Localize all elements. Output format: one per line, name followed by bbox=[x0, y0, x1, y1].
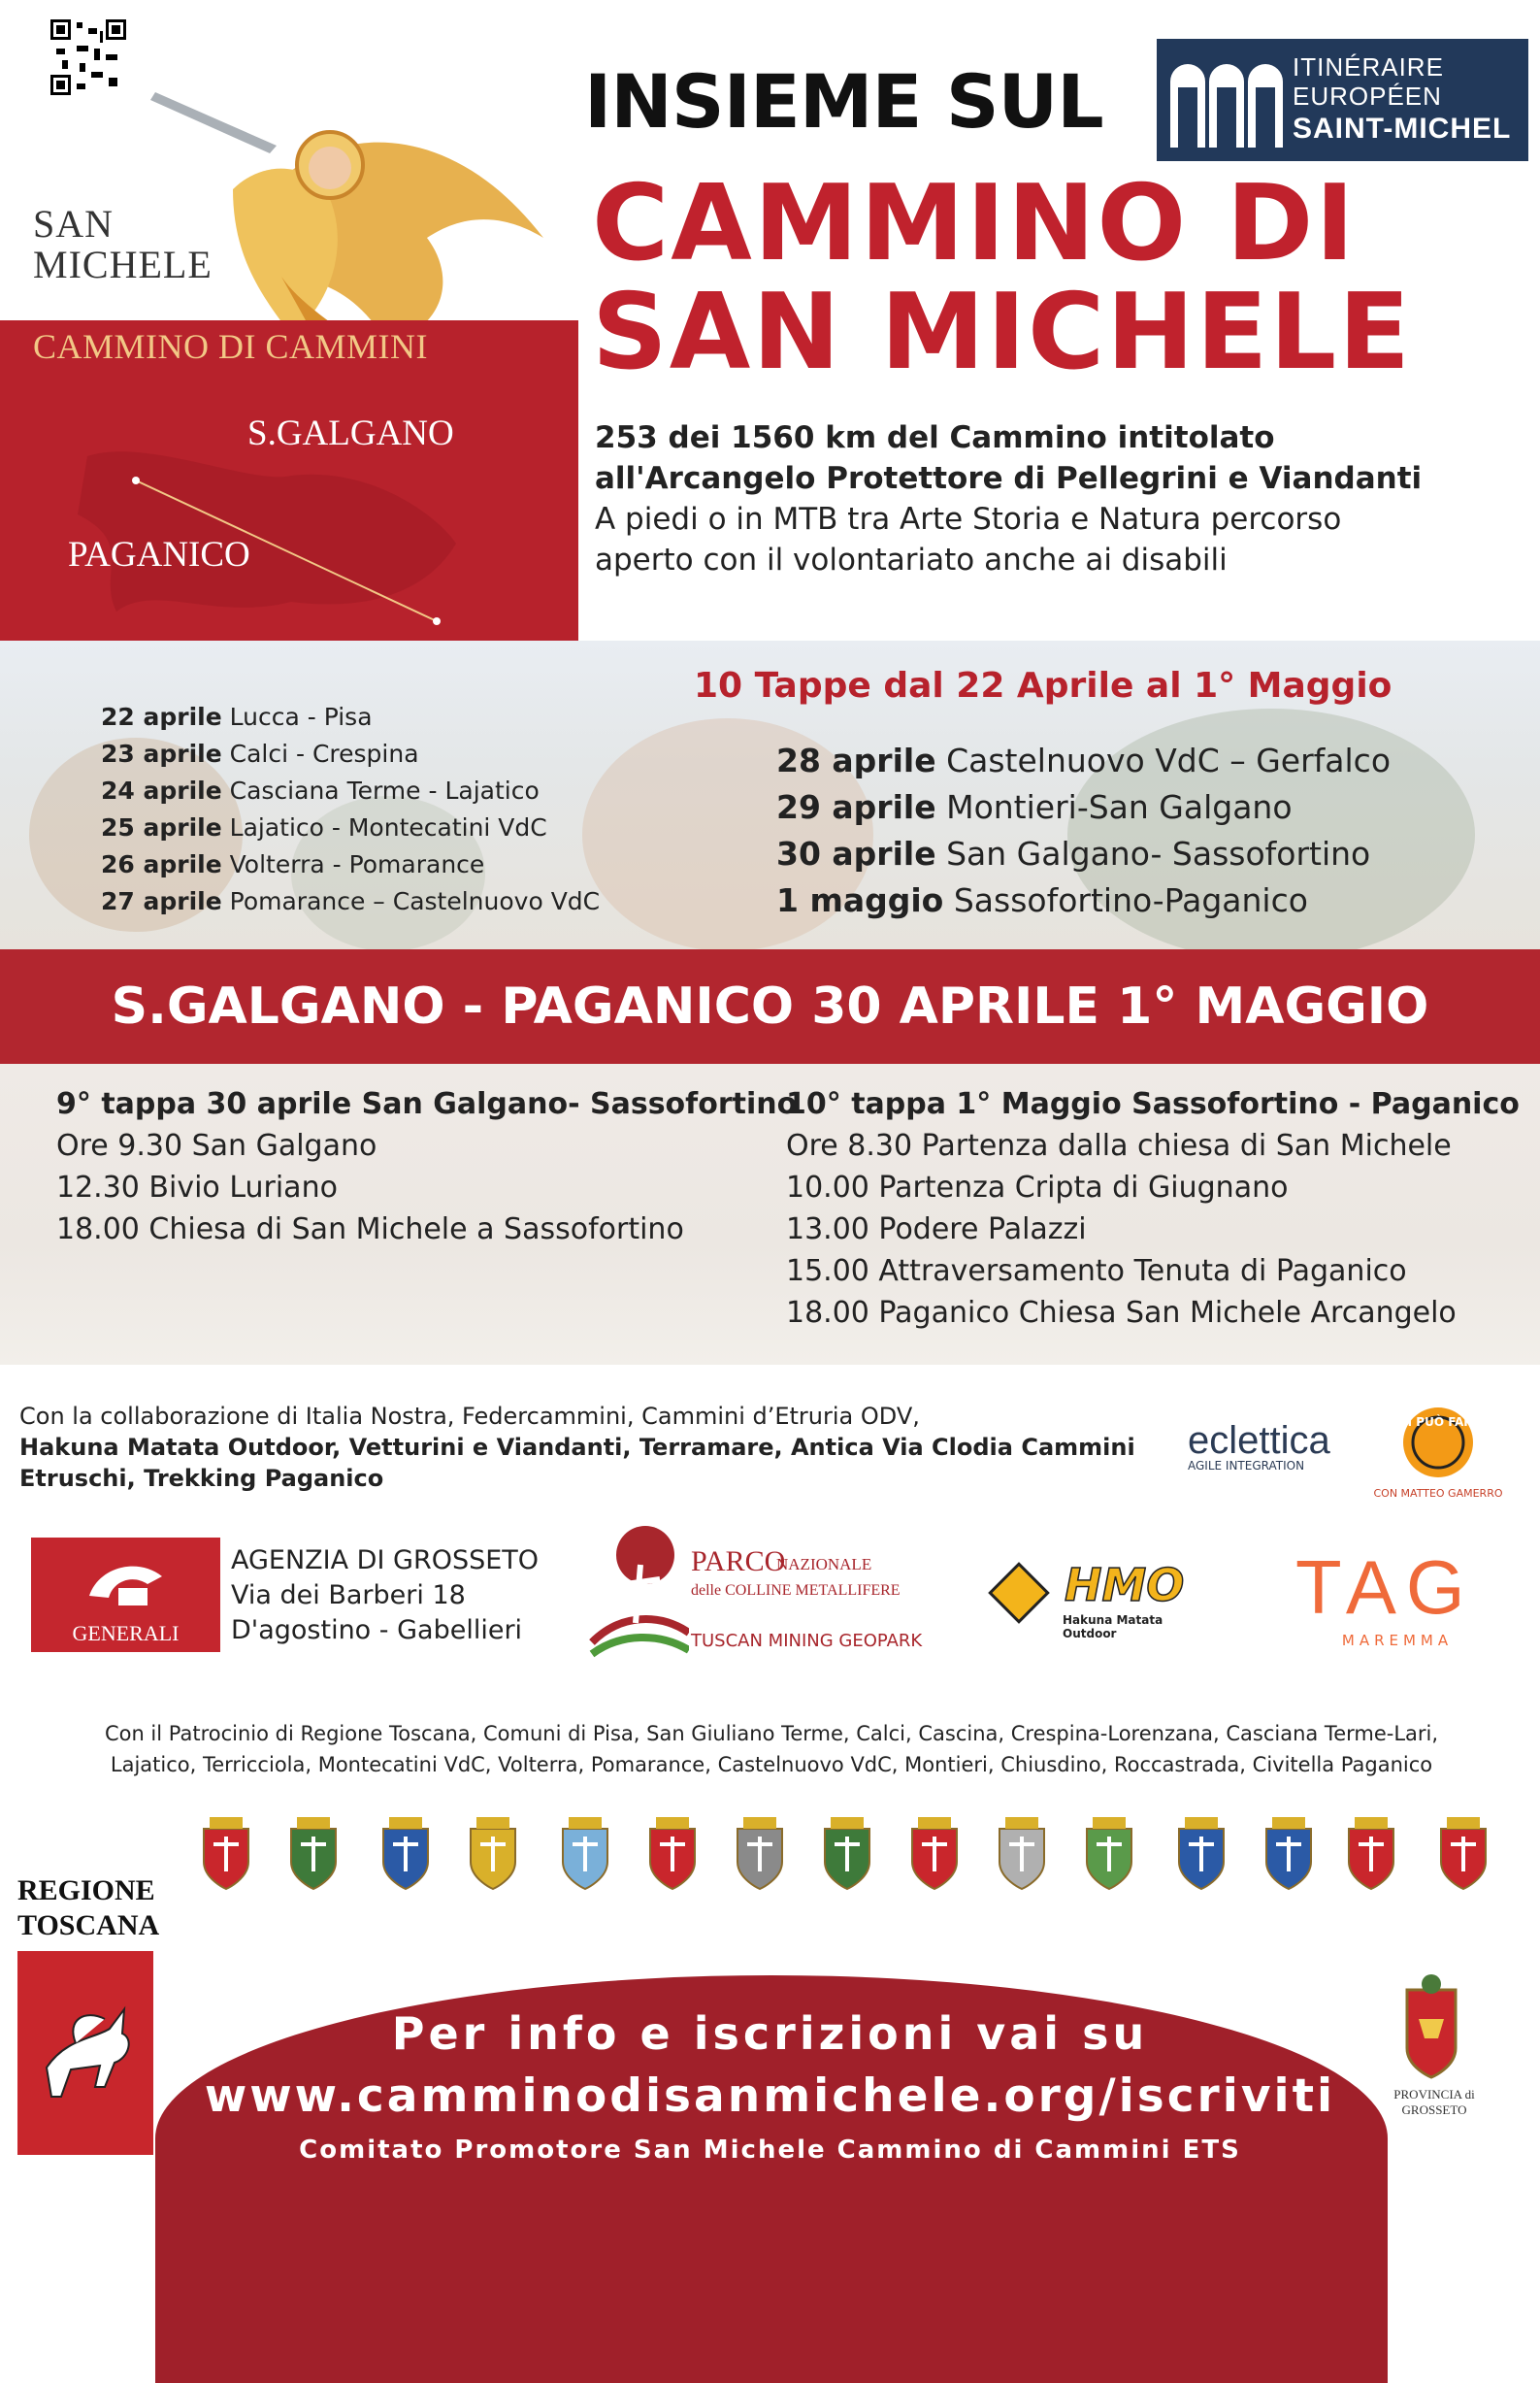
map-label-paganico: PAGANICO bbox=[68, 535, 250, 575]
parco-colline-metallifere-logo bbox=[582, 1526, 941, 1662]
itineraire-saint-michel-logo bbox=[1157, 39, 1528, 161]
parco-line-2: NAZIONALE bbox=[776, 1555, 872, 1573]
footer-website-link[interactable]: www.camminodisanmichele.org/iscriviti bbox=[204, 2069, 1336, 2123]
municipal-crest bbox=[553, 1815, 617, 1893]
stage-item bbox=[101, 887, 600, 915]
tag-maremma-logo bbox=[1295, 1543, 1499, 1649]
collab-line-3: Etruschi, Trekking Paganico bbox=[19, 1465, 384, 1492]
description-line-2: all'Arcangelo Protettore di Pellegrini e Viandanti bbox=[595, 461, 1423, 496]
stage-item bbox=[101, 850, 484, 878]
stage-date: 24 aprile bbox=[101, 777, 222, 805]
regione-line-1: REGIONE bbox=[17, 1874, 155, 1906]
si-puo-fare-name: SI PUÒ FARE bbox=[1399, 1415, 1481, 1429]
stage-item bbox=[776, 742, 1391, 779]
hmo-logo bbox=[985, 1559, 1218, 1646]
tag-sub: MAREMMA bbox=[1341, 1632, 1454, 1649]
agency-line-2: Via dei Barberi 18 bbox=[231, 1580, 466, 1610]
stage-route: Lucca - Pisa bbox=[229, 703, 373, 731]
stage-date: 27 aprile bbox=[101, 887, 222, 915]
title-insieme-sul: INSIEME SUL bbox=[584, 58, 1103, 145]
municipal-crest bbox=[1077, 1815, 1141, 1893]
description-line-3: A piedi o in MTB tra Arte Storia e Natura percorso bbox=[595, 502, 1342, 537]
main-title bbox=[592, 163, 1413, 393]
parco-line-3: delle COLLINE METALLIFERE bbox=[691, 1582, 901, 1599]
day2-item: 18.00 Paganico Chiesa San Michele Arcangelo bbox=[786, 1296, 1457, 1330]
day1-item: 18.00 Chiesa di San Michele a Sassofortino bbox=[56, 1212, 684, 1246]
logo-line-2: MICHELE bbox=[33, 243, 213, 286]
partner-line-3: SAINT-MICHEL bbox=[1293, 113, 1512, 145]
provincia-grosseto-seal bbox=[1359, 1970, 1504, 2135]
main-title-line-2: SAN MICHELE bbox=[592, 272, 1413, 393]
stage-date: 26 aprile bbox=[101, 850, 222, 878]
municipal-crest bbox=[990, 1815, 1054, 1893]
partner-line-1: ITINÉRAIRE bbox=[1293, 52, 1444, 82]
stage-item bbox=[776, 881, 1308, 919]
tag-name: TAG bbox=[1295, 1544, 1475, 1630]
stage-date: 23 aprile bbox=[101, 740, 222, 768]
patronage-line-1: Con il Patrocinio di Regione Toscana, Comuni di Pisa, San Giuliano Terme, Calci, Cascina, Crespina-Lorenzana, Casciana Terme-Lari, bbox=[104, 1722, 1439, 1745]
eclettica-name: eclettica bbox=[1188, 1419, 1330, 1462]
hmo-name: HMO bbox=[1065, 1559, 1185, 1611]
stage-item bbox=[776, 835, 1370, 873]
generali-logo bbox=[31, 1538, 220, 1652]
municipal-crest bbox=[1169, 1815, 1233, 1893]
stage-route: Lajatico - Montecatini VdC bbox=[229, 813, 547, 842]
san-michele-logo-text bbox=[33, 204, 213, 285]
stage-route: Castelnuovo VdC – Gerfalco bbox=[946, 742, 1392, 779]
stage-route: Calci - Crespina bbox=[229, 740, 419, 768]
lion-icon bbox=[31, 1538, 220, 1615]
stage-route: Sassofortino-Paganico bbox=[953, 881, 1308, 919]
agency-line-3: D'agostino - Gabellieri bbox=[231, 1615, 523, 1645]
municipal-crest bbox=[815, 1815, 879, 1893]
parco-line-4: TUSCAN MINING GEOPARK bbox=[691, 1631, 923, 1651]
stage-date: 29 aprile bbox=[776, 788, 936, 826]
hmo-diamond-icon bbox=[985, 1559, 1053, 1627]
event-banner-text: S.GALGANO - PAGANICO 30 APRILE 1° MAGGIO bbox=[111, 977, 1429, 1036]
eclettica-logo bbox=[1188, 1419, 1353, 1473]
description-line-4: aperto con il volontariato anche ai disabili bbox=[595, 543, 1228, 578]
stage-route: Pomarance – Castelnuovo VdC bbox=[229, 887, 601, 915]
route-map-panel bbox=[0, 320, 578, 670]
municipal-crest bbox=[461, 1815, 525, 1893]
municipal-crest bbox=[374, 1815, 438, 1893]
stage-date: 28 aprile bbox=[776, 742, 936, 779]
logo-line-1: SAN bbox=[33, 202, 115, 246]
agency-info bbox=[231, 1543, 539, 1648]
stage-item bbox=[101, 777, 540, 805]
stage-item bbox=[101, 703, 373, 731]
footer-committee-line: Comitato Promotore San Michele Cammino di Cammini ETS bbox=[299, 2135, 1241, 2165]
municipal-crest bbox=[640, 1815, 704, 1893]
stages-title: 10 Tappe dal 22 Aprile al 1° Maggio bbox=[694, 666, 1393, 706]
stage-route: Montieri-San Galgano bbox=[946, 788, 1293, 826]
stage-route: Casciana Terme - Lajatico bbox=[229, 777, 540, 805]
day1-item: Ore 9.30 San Galgano bbox=[56, 1129, 377, 1163]
footer-info-line: Per info e iscrizioni vai su bbox=[391, 2007, 1149, 2060]
stage-item bbox=[101, 740, 419, 768]
municipal-crest bbox=[1339, 1815, 1403, 1893]
logo-subtitle: CAMMINO DI CAMMINI bbox=[33, 327, 429, 366]
patronage-line-2: Lajatico, Terricciola, Montecatini VdC, Volterra, Pomarance, Castelnuovo VdC, Montieri, Chiusdino, Roccastrada, Civitella Paganico bbox=[110, 1753, 1433, 1776]
partner-line-2: EUROPÉEN bbox=[1293, 82, 1442, 111]
day1-title bbox=[56, 1087, 797, 1121]
collaboration-text bbox=[19, 1401, 1184, 1494]
stage-date: 22 aprile bbox=[101, 703, 222, 731]
municipal-crest bbox=[194, 1815, 258, 1893]
regione-line-2: TOSCANA bbox=[17, 1909, 160, 1941]
stage-route: Volterra - Pomarance bbox=[229, 850, 485, 878]
day2-title bbox=[786, 1087, 1520, 1121]
si-puo-fare-sub: CON MATTEO GAMERRO bbox=[1373, 1487, 1503, 1500]
hmo-sub: Hakuna Matata Outdoor bbox=[1063, 1613, 1163, 1640]
day2-item: 10.00 Partenza Cripta di Giugnano bbox=[786, 1171, 1289, 1205]
stage-date: 1 maggio bbox=[776, 881, 944, 919]
day2-item: 13.00 Podere Palazzi bbox=[786, 1212, 1087, 1246]
municipal-crest bbox=[728, 1815, 792, 1893]
stage-date: 30 aprile bbox=[776, 835, 936, 873]
stage-date: 25 aprile bbox=[101, 813, 222, 842]
description bbox=[595, 417, 1422, 580]
stage-item bbox=[101, 813, 547, 842]
municipal-crest bbox=[1431, 1815, 1495, 1893]
day2-title-text: 10° tappa 1° Maggio Sassofortino - Paganico bbox=[786, 1087, 1520, 1121]
arches-icon bbox=[1170, 52, 1283, 148]
municipal-crest bbox=[281, 1815, 345, 1893]
municipal-crest bbox=[1257, 1815, 1321, 1893]
si-puo-fare-logo bbox=[1370, 1398, 1506, 1505]
map-label-sgalgano: S.GALGANO bbox=[247, 414, 454, 453]
municipal-crest bbox=[902, 1815, 967, 1893]
stage-item bbox=[776, 788, 1293, 826]
day2-item: 15.00 Attraversamento Tenuta di Paganico bbox=[786, 1254, 1407, 1288]
main-title-line-1: CAMMINO DI bbox=[592, 163, 1357, 284]
day1-title-text: 9° tappa 30 aprile San Galgano- Sassofortino bbox=[56, 1087, 798, 1121]
eclettica-sub: AGILE INTEGRATION bbox=[1188, 1459, 1305, 1473]
agency-line-1: AGENZIA DI GROSSETO bbox=[231, 1545, 540, 1575]
provincia-text: PROVINCIA di GROSSETO bbox=[1393, 2087, 1475, 2117]
patronage-text bbox=[19, 1718, 1524, 1780]
collab-line-2: Hakuna Matata Outdoor, Vetturini e Viandanti, Terramare, Antica Via Clodia Cammini bbox=[19, 1434, 1135, 1461]
sun-icon bbox=[1370, 1398, 1506, 1483]
stage-route: San Galgano- Sassofortino bbox=[946, 835, 1371, 873]
parco-figure-icon bbox=[582, 1526, 689, 1662]
description-line-1: 253 dei 1560 km del Cammino intitolato bbox=[595, 420, 1275, 455]
regione-toscana-logo-text bbox=[17, 1873, 159, 1943]
day2-item: Ore 8.30 Partenza dalla chiesa di San Michele bbox=[786, 1129, 1452, 1163]
parco-line-1: PARCO bbox=[691, 1545, 786, 1577]
day1-item: 12.30 Bivio Luriano bbox=[56, 1171, 338, 1205]
generali-name: GENERALI bbox=[72, 1621, 180, 1645]
collab-line-1: Con la collaborazione di Italia Nostra, Federcammini, Cammini d’Etruria ODV, bbox=[19, 1403, 920, 1430]
